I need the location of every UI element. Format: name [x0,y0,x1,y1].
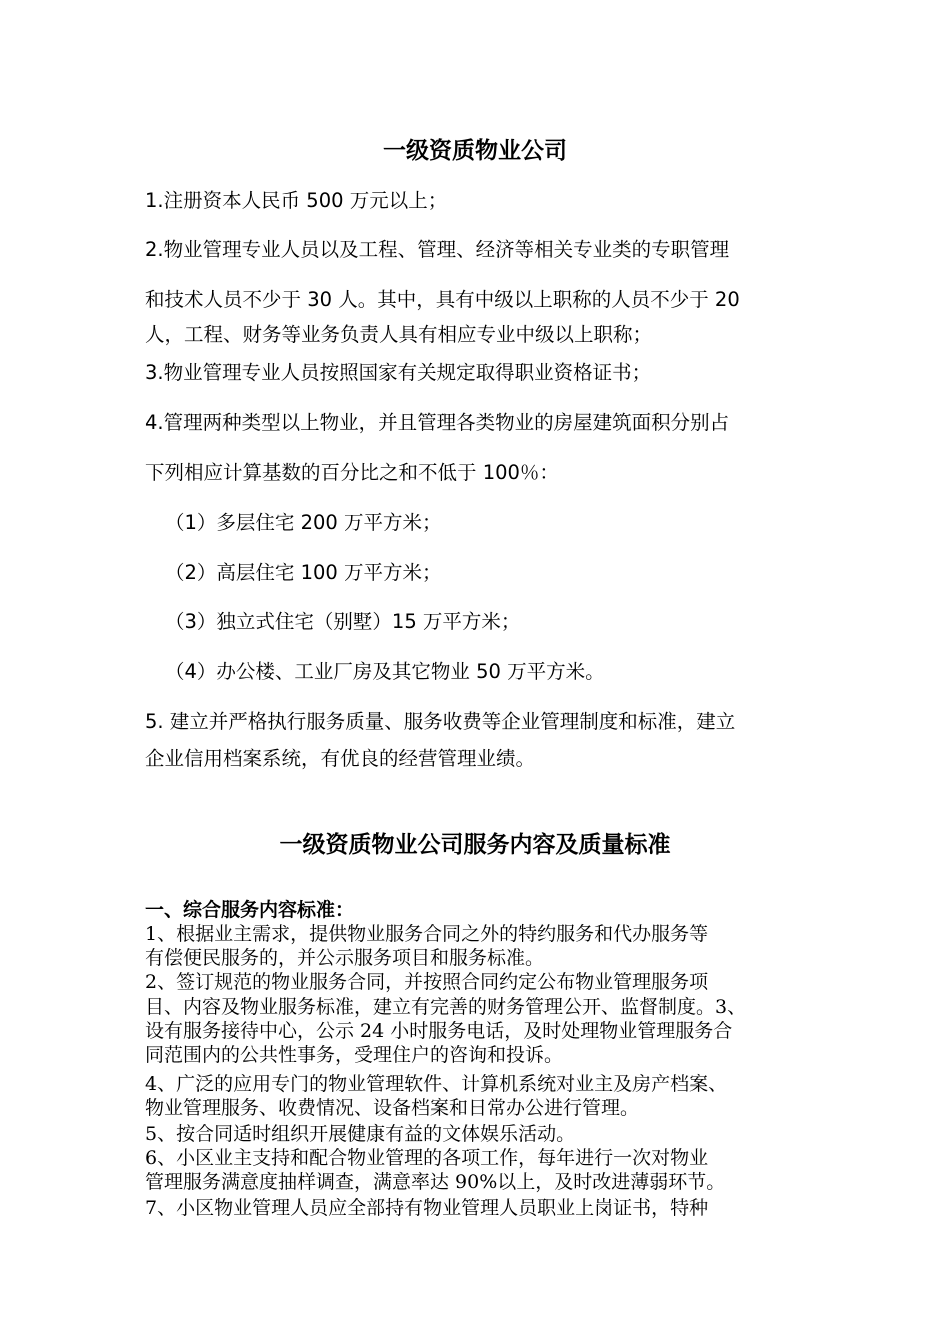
section1-line-7: 下列相应计算基数的百分比之和不低于 100％： [145,461,559,484]
section2-line-5: 设有服务接待中心，公示 24 小时服务电话，及时处理物业管理服务合 [145,1020,733,1042]
section2-line-11: 管理服务满意度抽样调查，满意率达 90%以上，及时改进薄弱环节。 [145,1171,726,1193]
section1-list-item-2: （2）高层住宅 100 万平方米； [165,561,442,584]
section1-list-item-3: （3）独立式住宅（别墅）15 万平方米； [165,610,521,633]
section1-list-item-4: （4）办公楼、工业厂房及其它物业 50 万平方米。 [165,660,605,683]
section1-line-2: 2.物业管理专业人员以及工程、管理、经济等相关专业类的专职管理 [145,238,730,261]
section1-list-item-1: （1）多层住宅 200 万平方米； [165,511,442,534]
section2-subheading: 一、综合服务内容标准： [145,899,355,921]
section2-line-7: 4、广泛的应用专门的物业管理软件、计算机系统对业主及房产档案、 [145,1073,728,1095]
section1-line-5: 3.物业管理专业人员按照国家有关规定取得职业资格证书； [145,361,652,384]
section2-line-8: 物业管理服务、收费情况、设备档案和日常办公进行管理。 [145,1097,640,1119]
section2-line-1: 1、根据业主需求，提供物业服务合同之外的特约服务和代办服务等 [145,923,709,945]
section2-line-10: 6、小区业主支持和配合物业管理的各项工作，每年进行一次对物业 [145,1147,709,1169]
section1-title: 一级资质物业公司 [383,138,567,164]
section1-line-13: 企业信用档案系统，有优良的经营管理业绩。 [145,747,536,770]
section1-line-3: 和技术人员不少于 30 人。其中，具有中级以上职称的人员不少于 20 [145,288,740,311]
section1-line-4: 人，工程、财务等业务负责人具有相应专业中级以上职称； [145,323,653,346]
section2-title: 一级资质物业公司服务内容及质量标准 [279,832,671,858]
section2-line-3: 2、签订规范的物业服务合同，并按照合同约定公布物业管理服务项 [145,971,709,993]
section2-line-2: 有偿便民服务的，并公示服务项目和服务标准。 [145,947,545,969]
section1-line-12: 5. 建立并严格执行服务质量、服务收费等企业管理制度和标准，建立 [145,710,736,733]
section1-line-6: 4.管理两种类型以上物业，并且管理各类物业的房屋建筑面积分别占 [145,411,730,434]
section2-line-6: 同范围内的公共性事务，受理住户的咨询和投诉。 [145,1044,564,1066]
section1-line-1: 1.注册资本人民币 500 万元以上； [145,189,448,212]
section2-line-12: 7、小区物业管理人员应全部持有物业管理人员职业上岗证书，特种 [145,1197,709,1219]
section2-line-4: 目、内容及物业服务标准，建立有完善的财务管理公开、监督制度。3、 [145,996,747,1018]
section2-line-9: 5、按合同适时组织开展健康有益的文体娱乐活动。 [145,1123,576,1145]
